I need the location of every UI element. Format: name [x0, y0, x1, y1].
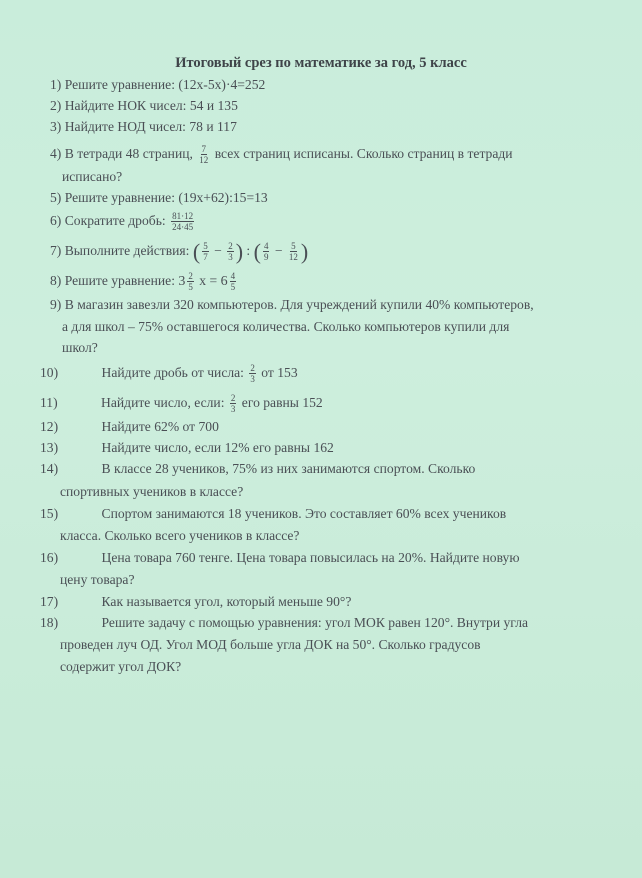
denominator: 24·45: [172, 222, 194, 233]
minus-sign: −: [214, 243, 222, 258]
division-sign: :: [246, 243, 251, 258]
task-8: [50, 270, 238, 293]
numerator: 4: [263, 241, 269, 252]
task-text: В классе 28 учеников, 75% из них занимаются спортом. Сколько: [101, 461, 476, 476]
task-number: 13): [40, 440, 59, 455]
task-10: [40, 362, 298, 384]
task-14: [40, 458, 475, 480]
fraction: [227, 241, 234, 262]
task-text: Цена товара 760 тенге. Цена товара повысилась на 20%. Найдите новую: [101, 550, 520, 565]
task-9-continuation: школ?: [62, 340, 98, 355]
task-16-continuation: цену товара?: [60, 572, 135, 587]
task-number: 10): [40, 365, 59, 380]
numerator: 7: [201, 144, 207, 155]
task-text: Как называется угол, который меньше 90°?: [101, 594, 352, 609]
document-title: Итоговый срез по математике за год, 5 класс: [175, 55, 467, 71]
task-7: [50, 240, 308, 262]
fraction: [187, 271, 194, 292]
task-4-continuation: исписано?: [62, 169, 123, 184]
task-9-continuation: а для школ – 75% оставшегося количества. Сколько компьютеров купили для: [62, 319, 510, 334]
mixed-whole: 3: [178, 274, 186, 289]
task-18-continuation: проведен луч ОД. Угол МОД больше угла ДОК на 50°. Сколько градусов: [60, 637, 481, 652]
task-13: [40, 437, 334, 459]
task-text: Найдите 62% от 700: [101, 419, 219, 434]
task-number: 9): [50, 297, 62, 312]
task-number: 16): [40, 550, 59, 565]
task-text: Найдите НОД чисел: 78 и 117: [64, 119, 237, 134]
denominator: 3: [250, 374, 255, 385]
task-text: Найдите НОК чисел: 54 и 135: [64, 98, 238, 113]
task-text: Найдите число, если:: [101, 395, 225, 410]
task-text: Решите уравнение: (19x+62):15=13: [64, 190, 268, 205]
denominator: 5: [188, 282, 193, 293]
task-number: 18): [40, 615, 59, 630]
numerator: 81·12: [172, 211, 194, 222]
task-text: Сократите дробь:: [64, 213, 166, 228]
task-5: [50, 187, 268, 209]
numerator: 2: [230, 393, 236, 404]
task-text: всех страниц исписаны. Сколько страниц в тетради: [214, 146, 513, 161]
task-number: 2): [50, 98, 62, 113]
task-number: 1): [50, 77, 62, 92]
task-text: Решите задачу с помощью уравнения: угол МОК равен 120°. Внутри угла: [101, 615, 529, 630]
denominator: 12: [199, 155, 209, 166]
numerator: 4: [230, 271, 236, 282]
denominator: 7: [203, 252, 208, 263]
task-text: от 153: [261, 365, 298, 380]
task-number: 17): [40, 594, 59, 609]
right-paren: ): [300, 238, 309, 264]
task-12: [40, 416, 219, 438]
task-18: [40, 612, 528, 634]
denominator: 3: [230, 404, 236, 415]
task-number: 6): [50, 213, 62, 228]
task-text: Решите уравнение:: [64, 273, 175, 288]
task-text: Выполните действия:: [64, 243, 190, 258]
left-paren: (: [253, 238, 261, 264]
numerator: 5: [203, 241, 208, 252]
task-4: [50, 143, 513, 165]
task-text: В магазин завезли 320 компьютеров. Для учреждений купили 40% компьютеров,: [64, 297, 534, 312]
task-11: [40, 392, 323, 414]
mixed-whole: 6: [220, 274, 228, 289]
fraction: [202, 241, 209, 262]
task-9: [50, 294, 534, 316]
task-text: Найдите число, если 12% его равны 162: [101, 440, 334, 455]
task-text: Спортом занимаются 18 учеников. Это составляет 60% всех учеников: [101, 506, 507, 521]
denominator: 3: [228, 252, 233, 263]
task-number: 7): [50, 243, 62, 258]
task-3: [50, 116, 237, 138]
task-1: [50, 74, 265, 96]
task-number: 15): [40, 506, 59, 521]
task-6: [50, 210, 196, 232]
task-15-continuation: класса. Сколько всего учеников в классе?: [60, 528, 300, 543]
numerator: 2: [228, 241, 233, 252]
fraction: [263, 241, 270, 262]
fraction: [198, 144, 209, 165]
task-16: [40, 547, 520, 569]
numerator: 2: [188, 271, 193, 282]
task-14-continuation: спортивных учеников в классе?: [60, 484, 244, 499]
task-number: 8): [50, 273, 62, 288]
task-text: Решите уравнение: (12x-5x)·4=252: [64, 77, 266, 92]
numerator: 5: [291, 241, 296, 252]
task-2: [50, 95, 238, 117]
task-15: [40, 503, 506, 525]
task-text: В тетради 48 страниц,: [64, 146, 193, 161]
fraction: [230, 271, 237, 292]
denominator: 9: [263, 252, 269, 263]
task-number: 11): [40, 395, 58, 410]
task-18-continuation: содержит угол ДОК?: [60, 659, 182, 674]
task-17: [40, 591, 351, 613]
right-paren: ): [235, 238, 244, 264]
task-number: 5): [50, 190, 62, 205]
task-text: его равны 152: [241, 395, 323, 410]
task-number: 3): [50, 119, 62, 134]
denominator: 5: [230, 282, 236, 293]
fraction: [249, 363, 256, 384]
task-number: 4): [50, 146, 62, 161]
task-text: Найдите дробь от числа:: [101, 365, 244, 380]
task-number: 12): [40, 419, 59, 434]
numerator: 2: [250, 363, 255, 374]
variable: x =: [199, 273, 218, 288]
fraction: [230, 393, 237, 414]
task-number: 14): [40, 461, 59, 476]
fraction: [288, 241, 299, 262]
fraction: [171, 211, 194, 232]
denominator: 12: [288, 252, 298, 263]
minus-sign: −: [274, 243, 283, 258]
left-paren: (: [192, 238, 201, 264]
